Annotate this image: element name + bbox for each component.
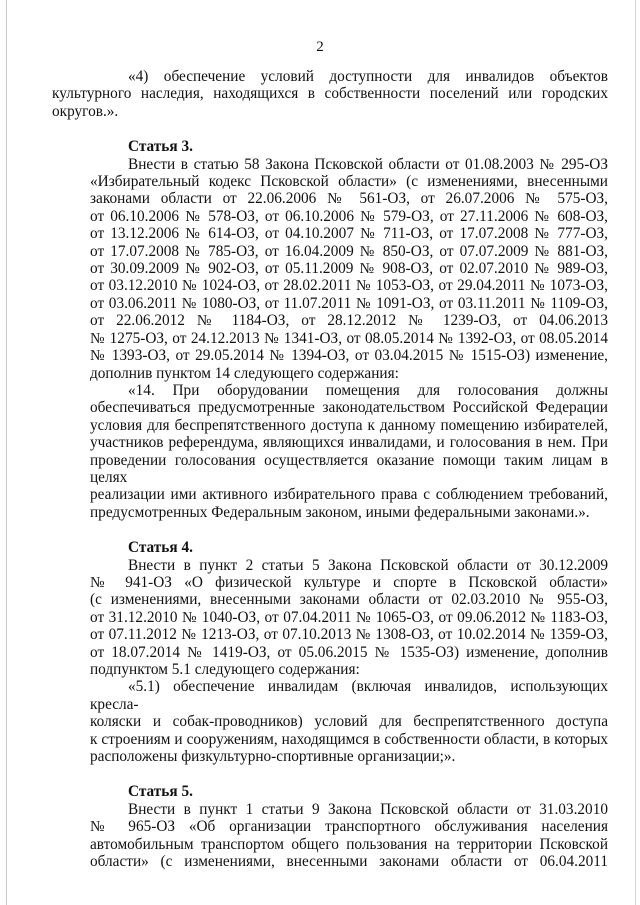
text-line: подпунктом 5.1 следующего содержания: [90, 661, 360, 678]
text-line: предусмотренных Федеральным законом, иными федеральными законами.». [90, 503, 590, 521]
article-4-heading: Статья 4. [128, 539, 193, 557]
text-line: проведении голосования осуществляется оказание помощи таким лицам в целях [90, 451, 608, 486]
text-line: культурного наследия, находящихся в собственности поселений или городских [52, 85, 608, 103]
text-line: от 06.10.2006 № 578-ОЗ, от 06.10.2006 № 579-ОЗ, от 27.11.2006 № 608-ОЗ, [90, 207, 608, 225]
text-line: округов.». [52, 102, 119, 120]
text-line: «14. При оборудовании помещения для голосования должны [128, 381, 608, 399]
document-body [52, 68, 608, 871]
page-number: 2 [316, 39, 324, 55]
text-line: условия для беспрепятственного доступа к данному помещению избирателей, [90, 416, 608, 434]
article-5-paragraph-1 [90, 801, 608, 871]
text-line: Внести в пункт 1 статьи 9 Закона Псковской области от 31.03.2010 [128, 800, 608, 818]
text-line: от 03.06.2011 № 1080-ОЗ, от 11.07.2011 № 1091-ОЗ, от 03.11.2011 № 1109-ОЗ, [90, 294, 608, 312]
text-line: обеспечиваться предусмотренные законодательством Российской Федерации [90, 399, 608, 417]
text-line: «4) обеспечение условий доступности для инвалидов объектов [128, 68, 608, 85]
text-line: участников референдума, являющихся инвалидами, и голосования в нем. При [90, 434, 608, 452]
text-line: от 07.11.2012 № 1213-ОЗ, от 07.10.2013 № 1308-ОЗ, от 10.02.2014 № 1359-ОЗ, [90, 626, 608, 644]
text-line: (с изменениями, внесенными законами области от 02.03.2010 № 955-ОЗ, [90, 591, 608, 609]
text-line: Внести в статью 58 Закона Псковской области от 01.08.2003 № 295-ОЗ [128, 155, 608, 173]
text-line: законами области от 22.06.2006 № 561-ОЗ, от 26.07.2006 № 575-ОЗ, [90, 190, 608, 208]
text-line: «Избирательный кодекс Псковской области» (с изменениями, внесенными [90, 173, 608, 191]
text-line: реализации ими активного избирательного права с соблюдением требований, [90, 486, 608, 504]
text-line: расположены физкультурно-спортивные организации;». [90, 748, 456, 766]
article-3-heading: Статья 3. [128, 138, 193, 156]
article-3-paragraph-2 [90, 382, 608, 521]
text-line: к строениям и сооружениям, находящимся в собственности области, в которых [90, 730, 608, 748]
text-line: № 1275-ОЗ, от 24.12.2013 № 1341-ОЗ, от 08.05.2014 № 1392-ОЗ, от 08.05.2014 [90, 329, 608, 347]
article-5-heading: Статья 5. [128, 783, 193, 801]
article-4-paragraph-1 [90, 557, 608, 679]
scan-edge-right [635, 0, 636, 905]
text-line: от 22.06.2012 № 1184-ОЗ, от 28.12.2012 № 1239-ОЗ, от 04.06.2013 [90, 312, 608, 330]
text-line: от 30.09.2009 № 902-ОЗ, от 05.11.2009 № 908-ОЗ, от 02.07.2010 № 989-ОЗ, [90, 260, 608, 278]
text-line: № 965-ОЗ «Об организации транспортного обслуживания населения [90, 818, 608, 836]
text-line: автомобильным транспортом общего пользования на территории Псковской [90, 835, 608, 853]
text-line: от 13.12.2006 № 614-ОЗ, от 04.10.2007 № 711-ОЗ, от 17.07.2008 № 777-ОЗ, [90, 225, 608, 243]
text-line: от 03.12.2010 № 1024-ОЗ, от 28.02.2011 № 1053-ОЗ, от 29.04.2011 № 1073-ОЗ, [90, 277, 608, 295]
text-line: коляски и собак-проводников) условий для беспрепятственного доступа [90, 713, 608, 731]
text-line: от 17.07.2008 № 785-ОЗ, от 16.04.2009 № 850-ОЗ, от 07.07.2009 № 881-ОЗ, [90, 242, 608, 260]
article-3-paragraph-1 [90, 156, 608, 382]
text-line: дополнив пунктом 14 следующего содержания: [90, 364, 399, 382]
text-line: от 31.12.2010 № 1040-ОЗ, от 07.04.2011 № 1065-ОЗ, от 09.06.2012 № 1183-ОЗ, [90, 608, 608, 626]
text-line: № 1393-ОЗ, от 29.05.2014 № 1394-ОЗ, от 03.04.2015 № 1515-ОЗ) изменение, [90, 347, 608, 365]
text-line: области» (с изменениями, внесенными законами области от 06.04.2011 [90, 853, 608, 871]
text-line: № 941-ОЗ «О физической культуре и спорте в Псковской области» [90, 573, 608, 591]
paragraph-item-4 [52, 68, 608, 120]
text-line: Внести в пункт 2 статьи 5 Закона Псковской области от 30.12.2009 [128, 556, 608, 574]
text-line: «5.1) обеспечение инвалидам (включая инвалидов, использующих кресла- [90, 678, 608, 713]
text-line: от 18.07.2014 № 1419-ОЗ, от 05.06.2015 № 1535-ОЗ) изменение, дополнив [90, 643, 608, 661]
article-4-paragraph-2 [90, 678, 608, 765]
scan-edge-left [6, 0, 7, 905]
